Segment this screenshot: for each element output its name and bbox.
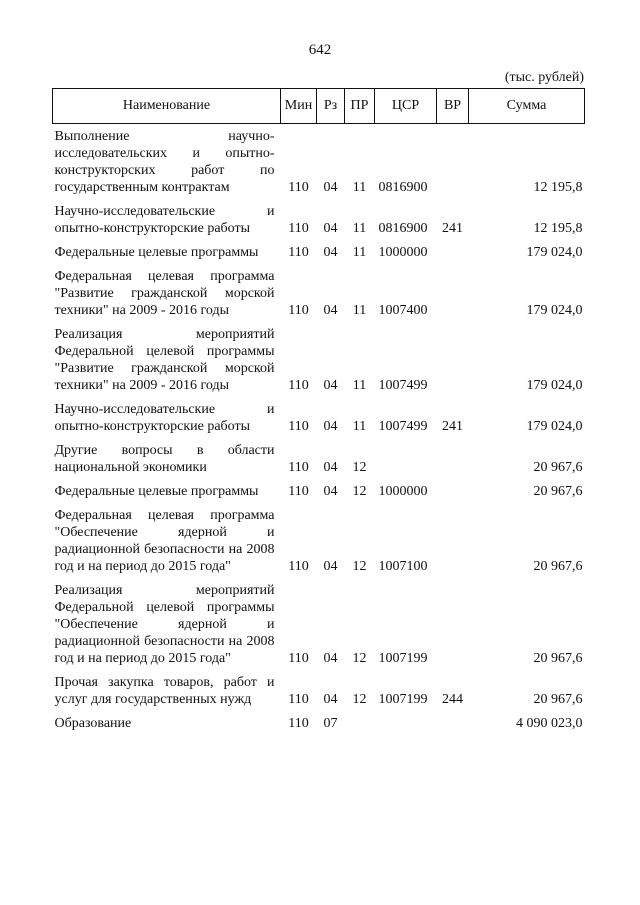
cell-vr: 241 [442, 221, 463, 236]
cell-vr: 244 [442, 692, 463, 707]
header-pr: ПР [345, 89, 375, 124]
cell-sum: 179 024,0 [526, 303, 583, 318]
cell-vr [437, 261, 469, 319]
cell-min: 110 [288, 692, 309, 707]
cell-sum: 12 195,8 [533, 180, 583, 195]
cell-vr [437, 124, 469, 197]
table-row [53, 708, 585, 732]
cell-pr: 12 [352, 559, 367, 574]
table-row [53, 196, 585, 237]
cell-name: Выполнение научно-исследовательских и опытно-конструкторских работ по государственным контрактам [54, 129, 275, 195]
cell-rz: 04 [323, 559, 338, 574]
table-row [53, 319, 585, 394]
header-rz: Рз [317, 89, 345, 124]
table-row [53, 575, 585, 667]
cell-name: Реализация мероприятий Федеральной целевой программы "Развитие гражданской морской техники" на 2009 - 2016 годы [54, 327, 275, 393]
cell-rz: 04 [323, 651, 338, 666]
cell-pr: 12 [352, 692, 367, 707]
cell-csr [375, 435, 437, 476]
cell-min: 110 [288, 419, 309, 434]
cell-pr: 11 [352, 303, 367, 318]
cell-vr [437, 708, 469, 732]
cell-csr [375, 708, 437, 732]
cell-pr: 12 [352, 460, 367, 475]
cell-csr: 0816900 [378, 180, 428, 195]
cell-rz: 04 [323, 484, 338, 499]
cell-name: Федеральная целевая программа "Обеспечение ядерной и радиационной безопасности на 2008 год и на период до 2015 года" [54, 508, 275, 574]
cell-vr [437, 476, 469, 500]
cell-sum: 179 024,0 [526, 419, 583, 434]
cell-rz: 04 [323, 419, 338, 434]
cell-vr: 241 [442, 419, 463, 434]
cell-csr: 1007499 [378, 378, 428, 393]
cell-sum: 179 024,0 [526, 245, 583, 260]
cell-pr [345, 708, 375, 732]
budget-table [52, 88, 585, 732]
cell-pr: 12 [352, 651, 367, 666]
cell-vr [437, 575, 469, 667]
cell-name: Научно-исследовательские и опытно-конструкторские работы [54, 204, 275, 236]
cell-pr: 12 [352, 484, 367, 499]
cell-sum: 20 967,6 [533, 692, 583, 707]
table-row [53, 394, 585, 435]
cell-name: Федеральные целевые программы [54, 484, 259, 499]
table-row [53, 476, 585, 500]
cell-csr: 1007400 [378, 303, 428, 318]
cell-pr: 11 [352, 180, 367, 195]
cell-pr: 11 [352, 245, 367, 260]
cell-csr: 1000000 [378, 484, 428, 499]
cell-sum: 4 090 023,0 [516, 716, 583, 731]
cell-vr [437, 237, 469, 261]
cell-min: 110 [288, 559, 309, 574]
header-min: Мин [281, 89, 317, 124]
cell-min: 110 [288, 221, 309, 236]
cell-sum: 20 967,6 [533, 651, 583, 666]
page-number: 642 [308, 42, 332, 58]
cell-rz: 04 [323, 460, 338, 475]
cell-sum: 20 967,6 [533, 484, 583, 499]
table-row [53, 124, 585, 197]
cell-sum: 12 195,8 [533, 221, 583, 236]
table-header-row [53, 89, 585, 124]
cell-sum: 20 967,6 [533, 559, 583, 574]
cell-rz: 04 [323, 245, 338, 260]
cell-min: 110 [288, 180, 309, 195]
header-name: Наименование [53, 89, 281, 124]
cell-rz: 04 [323, 378, 338, 393]
table-row [53, 667, 585, 708]
table-row [53, 500, 585, 575]
cell-vr [437, 500, 469, 575]
table-row [53, 435, 585, 476]
cell-rz: 04 [323, 303, 338, 318]
header-sum: Сумма [469, 89, 585, 124]
cell-csr: 0816900 [378, 221, 428, 236]
cell-rz: 04 [323, 180, 338, 195]
cell-min: 110 [288, 716, 309, 731]
cell-name: Федеральная целевая программа "Развитие гражданской морской техники" на 2009 - 2016 годы [54, 269, 275, 318]
header-vr: ВР [437, 89, 469, 124]
cell-name: Научно-исследовательские и опытно-конструкторские работы [54, 402, 275, 434]
header-csr: ЦСР [375, 89, 437, 124]
cell-vr [437, 435, 469, 476]
cell-min: 110 [288, 651, 309, 666]
cell-pr: 11 [352, 221, 367, 236]
cell-rz: 07 [323, 716, 338, 731]
cell-name: Другие вопросы в области национальной экономики [54, 443, 275, 475]
cell-name: Федеральные целевые программы [54, 245, 259, 260]
table-row [53, 261, 585, 319]
cell-csr: 1007199 [378, 692, 428, 707]
cell-rz: 04 [323, 221, 338, 236]
cell-min: 110 [288, 303, 309, 318]
units-label: (тыс. рублей) [504, 70, 584, 85]
cell-vr [437, 319, 469, 394]
cell-rz: 04 [323, 692, 338, 707]
cell-sum: 20 967,6 [533, 460, 583, 475]
cell-min: 110 [288, 460, 309, 475]
cell-pr: 11 [352, 419, 367, 434]
cell-pr: 11 [352, 378, 367, 393]
cell-csr: 1007199 [378, 651, 428, 666]
cell-name: Образование [54, 716, 132, 731]
cell-name: Прочая закупка товаров, работ и услуг для государственных нужд [54, 675, 275, 707]
cell-csr: 1007499 [378, 419, 428, 434]
cell-csr: 1000000 [378, 245, 428, 260]
cell-sum: 179 024,0 [526, 378, 583, 393]
cell-min: 110 [288, 378, 309, 393]
cell-min: 110 [288, 245, 309, 260]
cell-min: 110 [288, 484, 309, 499]
table-row [53, 237, 585, 261]
cell-name: Реализация мероприятий Федеральной целевой программы "Обеспечение ядерной и радиационной безопасности на 2008 год и на период до 2015 года" [54, 583, 275, 666]
cell-csr: 1007100 [378, 559, 428, 574]
